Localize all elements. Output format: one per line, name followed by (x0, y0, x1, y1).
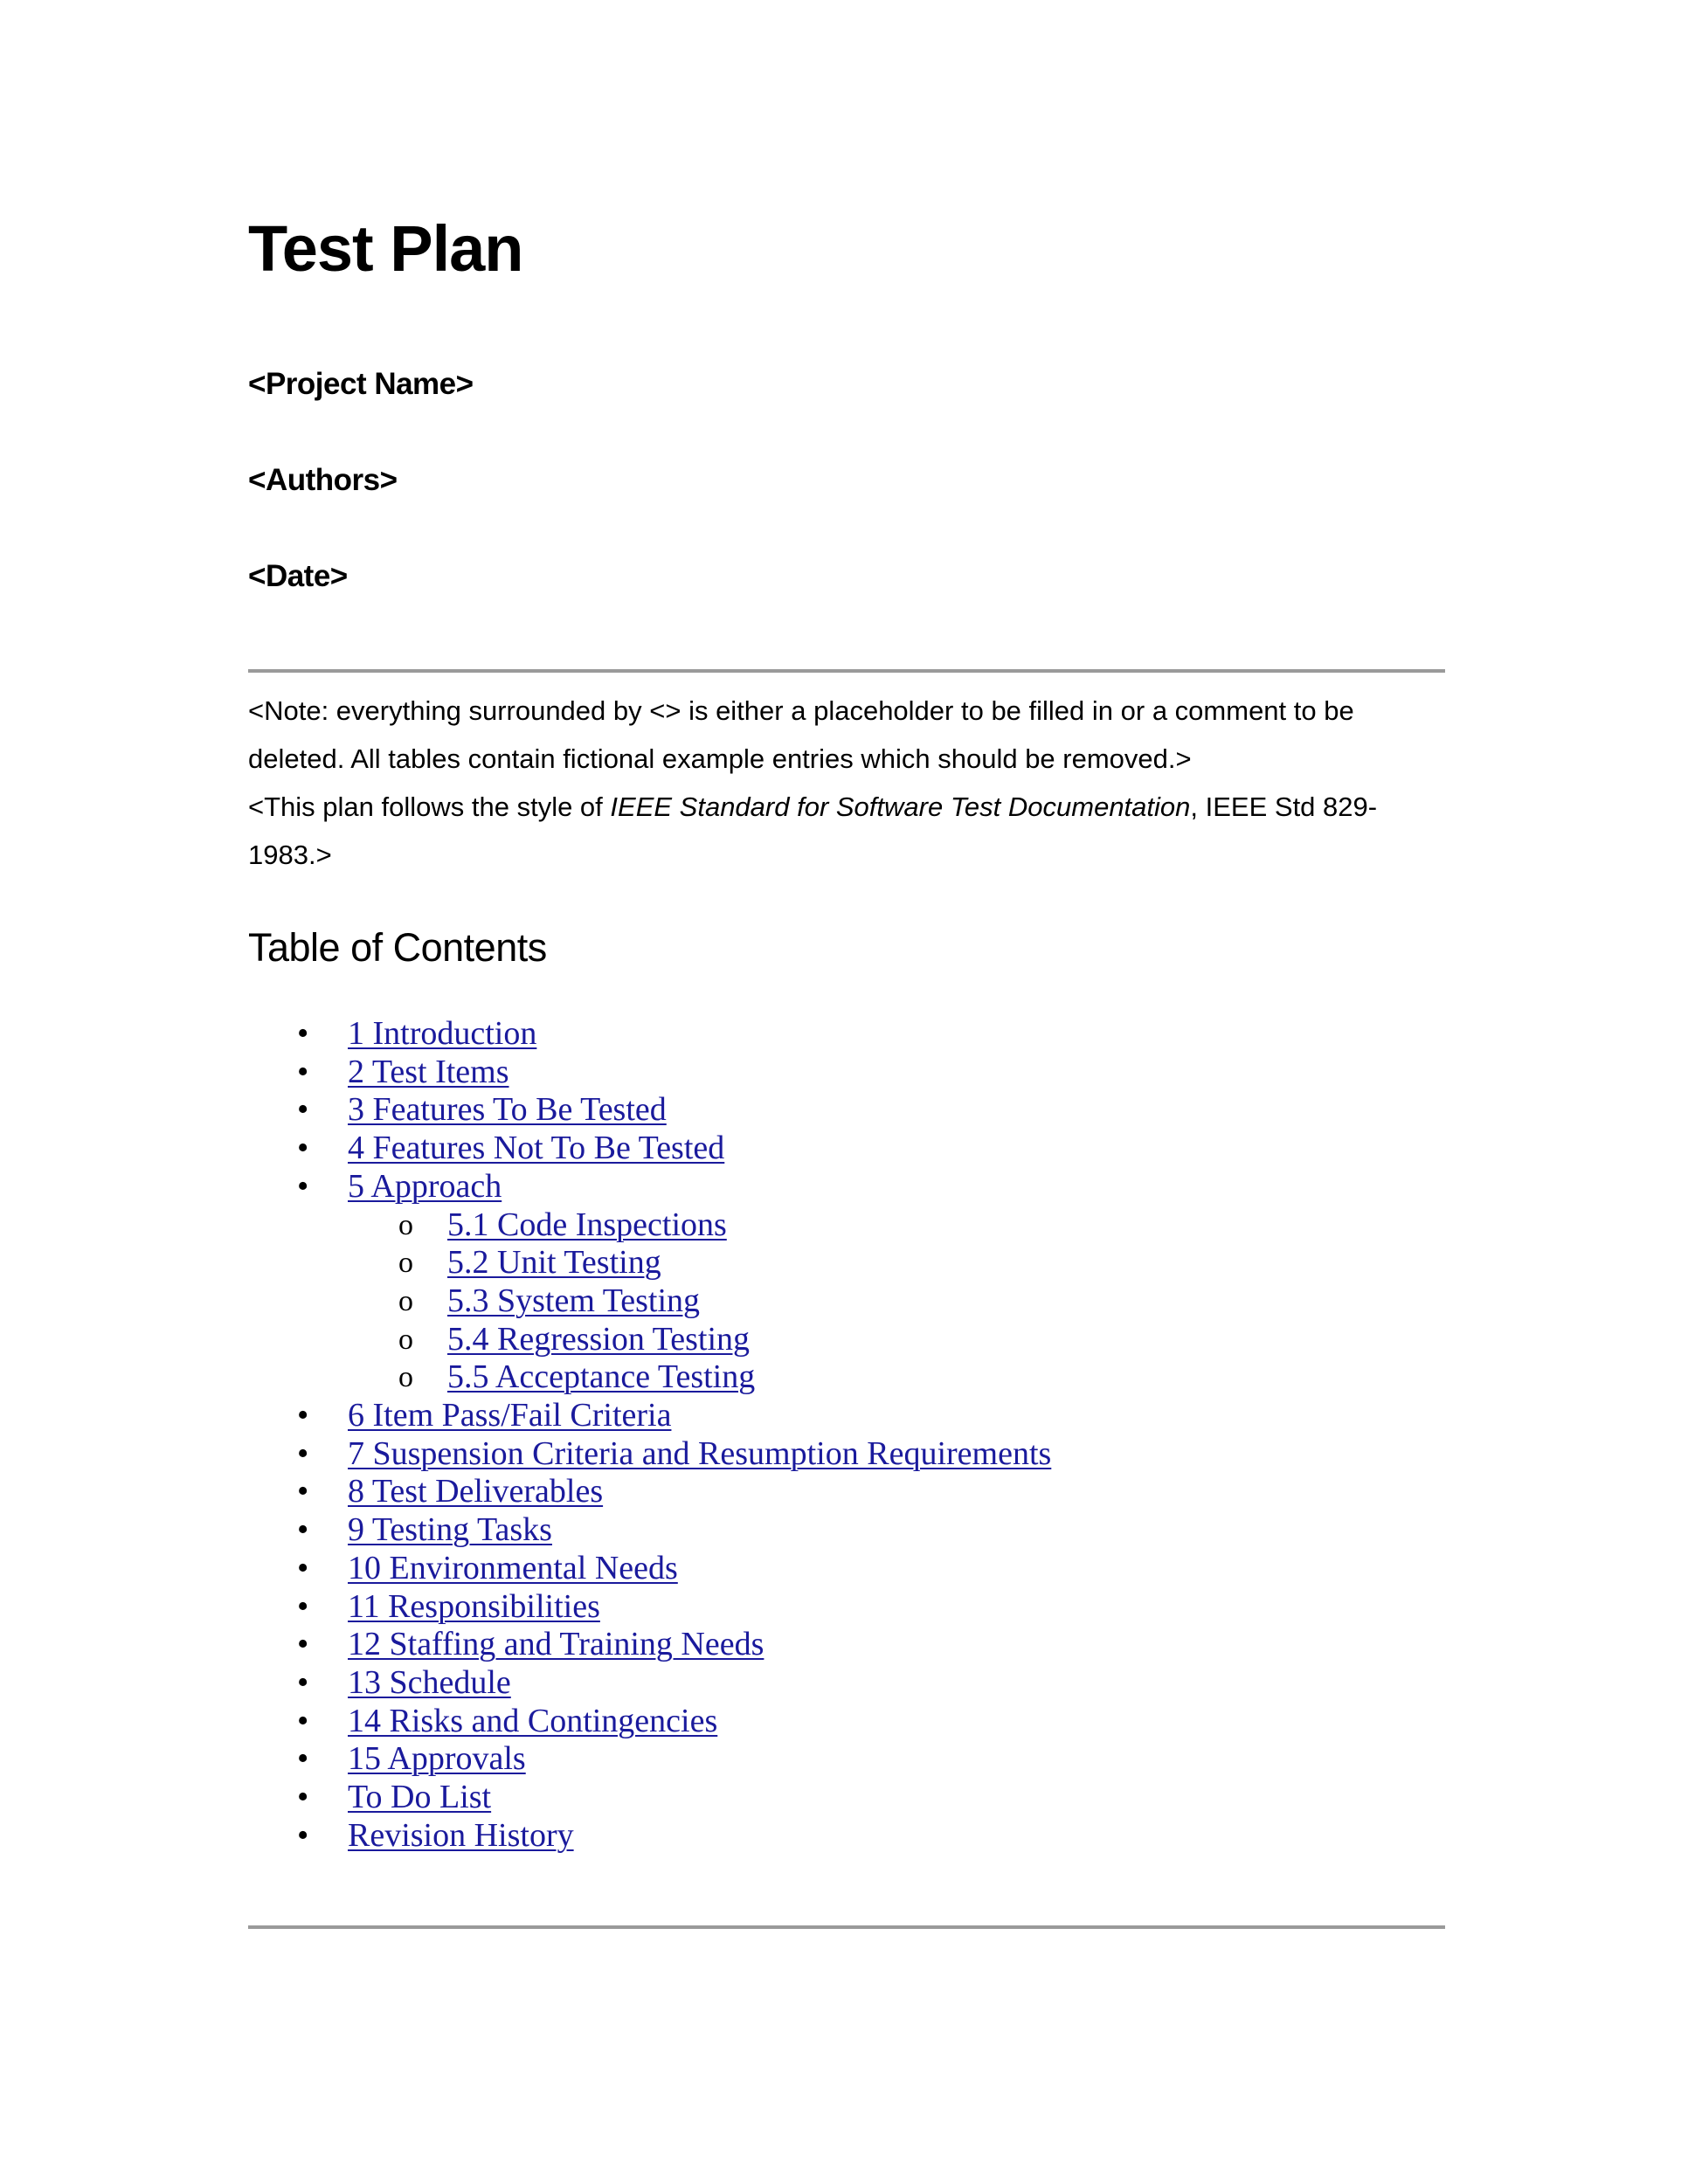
toc-item (248, 1168, 1445, 1397)
toc-link-testing-tasks[interactable]: 9 Testing Tasks (348, 1511, 552, 1549)
toc-approach-sublist (248, 1206, 1445, 1398)
toc-link-features-not-to-be-tested[interactable]: 4 Features Not To Be Tested (348, 1130, 725, 1167)
table-of-contents (248, 1015, 1445, 1855)
toc-item (248, 1130, 1445, 1168)
toc-item (248, 1054, 1445, 1092)
authors: <Authors> (248, 463, 398, 497)
toc-link-acceptance-testing[interactable]: 5.5 Acceptance Testing (447, 1358, 756, 1396)
toc-item (248, 1779, 1445, 1817)
toc-link-pass-fail-criteria[interactable]: 6 Item Pass/Fail Criteria (348, 1397, 672, 1434)
toc-link-regression-testing[interactable]: 5.4 Regression Testing (447, 1320, 751, 1358)
note-standard-title: IEEE Standard for Software Test Documentation (610, 791, 1191, 822)
toc-item (248, 1435, 1445, 1474)
toc-item (248, 1550, 1445, 1588)
toc-subitem (248, 1358, 1445, 1397)
bottom-divider (248, 1925, 1445, 1929)
toc-item-approach (248, 1168, 1445, 1206)
toc-link-approach[interactable]: 5 Approach (348, 1167, 502, 1205)
toc-item (248, 1740, 1445, 1779)
note-placeholder-text: <Note: everything surrounded by <> is either a placeholder to be filled in or a comment to be deleted. All tables contain fictional example entries which should be removed.> (248, 695, 1354, 774)
toc-link-suspension-criteria[interactable]: 7 Suspension Criteria and Resumption Requirements (348, 1434, 1052, 1472)
toc-link-introduction[interactable]: 1 Introduction (348, 1015, 537, 1052)
toc-link-system-testing[interactable]: 5.3 System Testing (447, 1282, 701, 1319)
toc-link-test-items[interactable]: 2 Test Items (348, 1053, 509, 1090)
toc-link-approvals[interactable]: 15 Approvals (348, 1740, 526, 1778)
toc-link-responsibilities[interactable]: 11 Responsibilities (348, 1587, 600, 1625)
toc-link-unit-testing[interactable]: 5.2 Unit Testing (447, 1244, 661, 1282)
toc-link-features-to-be-tested[interactable]: 3 Features To Be Tested (348, 1091, 667, 1129)
toc-item (248, 1397, 1445, 1435)
toc-item (248, 1015, 1445, 1054)
toc-heading: Table of Contents (248, 925, 547, 970)
toc-item (248, 1703, 1445, 1741)
toc-item (248, 1091, 1445, 1130)
toc-link-staffing-training[interactable]: 12 Staffing and Training Needs (348, 1626, 764, 1663)
top-divider (248, 669, 1445, 673)
toc-item (248, 1473, 1445, 1511)
toc-link-schedule[interactable]: 13 Schedule (348, 1663, 511, 1701)
toc-item (248, 1626, 1445, 1664)
toc-subitem (248, 1206, 1445, 1245)
toc-link-test-deliverables[interactable]: 8 Test Deliverables (348, 1473, 604, 1510)
toc-item (248, 1817, 1445, 1856)
toc-link-environmental-needs[interactable]: 10 Environmental Needs (348, 1549, 678, 1586)
toc-link-code-inspections[interactable]: 5.1 Code Inspections (447, 1206, 727, 1243)
toc-item (248, 1511, 1445, 1550)
toc-subitem (248, 1244, 1445, 1282)
note-block (248, 687, 1445, 879)
document-page (248, 0, 1445, 2184)
note-style-text (248, 783, 1445, 879)
toc-subitem (248, 1282, 1445, 1321)
note-style-suffix: , IEEE Std 829-1983.> (248, 791, 1378, 870)
project-name: <Project Name> (248, 367, 474, 401)
toc-link-revision-history[interactable]: Revision History (348, 1816, 574, 1854)
toc-item (248, 1664, 1445, 1703)
toc-subitem (248, 1321, 1445, 1359)
document-title: Test Plan (248, 212, 523, 285)
toc-link-to-do-list[interactable]: To Do List (348, 1779, 492, 1816)
date: <Date> (248, 559, 348, 593)
toc-link-risks-contingencies[interactable]: 14 Risks and Contingencies (348, 1702, 718, 1739)
toc-item (248, 1588, 1445, 1627)
note-style-prefix: <This plan follows the style of (248, 791, 611, 822)
